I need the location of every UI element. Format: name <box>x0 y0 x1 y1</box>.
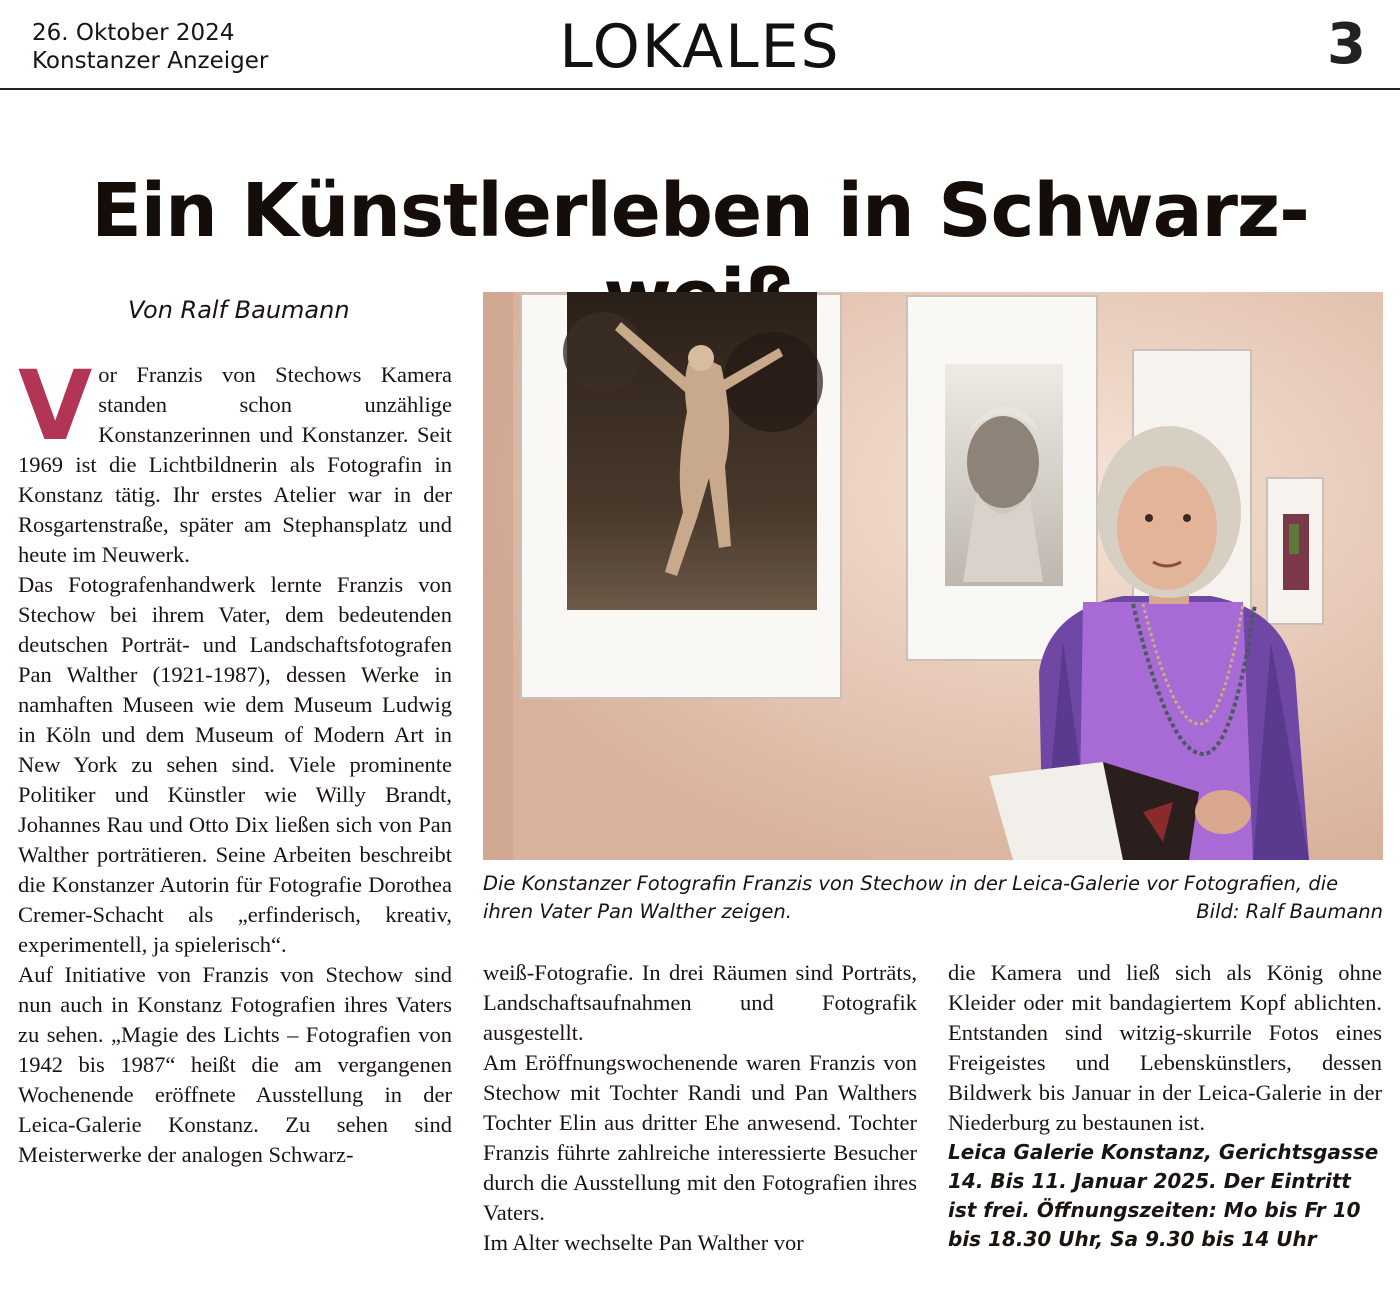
caption-text: Die Konstanzer Fotografin Franzis von Stechow in der Leica-Galerie vor Fotografien, die ihren Vater Pan Walther zeigen. <box>483 872 1339 923</box>
exhibition-info: Leica Galerie Konstanz, Gerichtsgasse 14. Bis 11. Januar 2025. Der Eintritt ist frei. Öffnungszeiten: Mo bis Fr 10 bis 18.30 Uhr, Sa 9.30 bis 14 Uhr <box>948 1140 1379 1251</box>
article-column-2 <box>483 958 917 1258</box>
paragraph: die Kamera und ließ sich als König ohne Kleider oder mit bandagiertem Kopf ablichten. Entstanden sind witzig-skurrile Fotos eines Freigeistes und Lebenskünstlers, dessen Bildwerk bis Januar in der Leica-Galerie in der Niederburg zu bestaunen ist. <box>948 960 1382 1135</box>
issue-date: 26. Oktober 2024 <box>32 20 235 46</box>
paragraph: Auf Initiative von Franzis von Stechow sind nun auch in Konstanz Fotografien ihres Vaters zu sehen. „Magie des Lichts – Fotografien von 1942 bis 1987“ heißt die am vergangenen Wochenende eröffnete Ausstellung in der Leica-Galerie Konstanz. Zu sehen sind Meisterwerke der analogen Schwarz- <box>18 962 452 1167</box>
paragraph: Das Fotografenhandwerk lernte Franzis von Stechow bei ihrem Vater, dem bedeutenden deutschen Porträt- und Landschaftsfotografen Pan Walther (1921-1987), dessen Werke in namhaften Museen wie dem Museum Ludwig in Köln und dem Museum of Modern Art in New York zu sehen sind. Viele prominente Politiker und Künstler wie Willy Brandt, Johannes Rau und Otto Dix ließen sich von Pan Walther porträtieren. Seine Arbeiten beschreibt die Konstanzer Autorin für Fotografie Dorothea Cremer-Schacht als „erfinderisch, kreativ, experimentell, ja spielerisch“. <box>18 572 452 957</box>
paragraph: Im Alter wechselte Pan Walther vor <box>483 1230 804 1255</box>
section-title: LOKALES <box>559 12 841 82</box>
newspaper-name: Konstanzer Anzeiger <box>32 48 269 74</box>
paragraph: Am Eröffnungswochenende waren Franzis von Stechow mit Tochter Randi und Pan Walthers Tochter Elin aus dritter Ehe anwesend. Tochter Franzis führte zahlreiche interessierte Besucher durch die Ausstellung mit den Fotografien ihres Vaters. <box>483 1050 917 1225</box>
article-photo <box>483 292 1383 860</box>
paragraph-text: or Franzis von Stechows Kamera standen schon unzählige Konstanzerinnen und Konstanzer. Seit 1969 ist die Lichtbildnerin als Fotografin in Konstanz tätig. Ihr erstes Atelier war in der Rosgartenstraße, später am Stephansplatz und heute im Neuwerk. <box>18 362 452 567</box>
header-rule <box>0 88 1400 90</box>
headline: Ein Künstlerleben in Schwarz- <box>91 168 1309 254</box>
page-number: 3 <box>1327 12 1366 77</box>
photo-credit: Bild: Ralf Baumann <box>1196 900 1383 923</box>
page-header <box>0 0 1400 90</box>
article-column-3 <box>948 958 1382 1254</box>
dropcap: V <box>18 350 93 462</box>
photo-caption <box>483 870 1383 926</box>
paragraph <box>18 350 452 570</box>
paragraph: weiß-Fotografie. In drei Räumen sind Porträts, Landschaftsaufnahmen und Fotografik ausgestellt. <box>483 960 917 1045</box>
gallery-photo-illustration <box>483 292 1383 860</box>
byline: Von Ralf Baumann <box>128 296 350 324</box>
article-column-1 <box>18 350 452 1170</box>
